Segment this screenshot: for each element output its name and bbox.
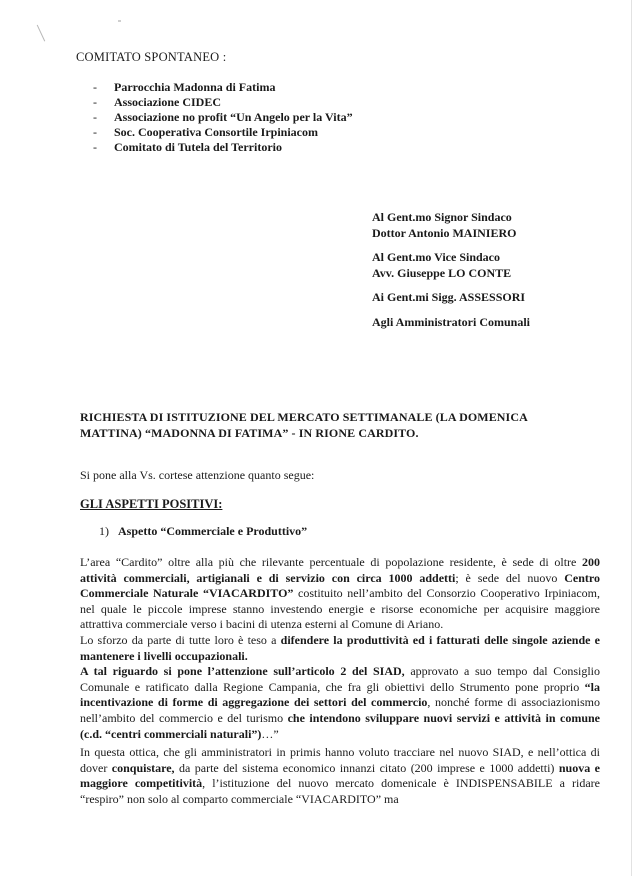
bold-run: conquistare, [111, 760, 175, 775]
subsection-title: Aspetto “Commerciale e Produttivo” [118, 524, 308, 538]
scan-artifact [37, 21, 55, 42]
intro-text: Si pone alla Vs. cortese attenzione quanto segue: [80, 468, 315, 482]
recipient-councillors [372, 290, 530, 306]
text-run: costituito nell’ambito del Consorzio Cooperativo Irpiniacom, nel quale le piccole imprese stanno investendo energie e risorse economiche per acquisire maggiore attrattiva commerciale verso i bacini di utenza esterni al Comune di Ariano. [80, 586, 600, 632]
bold-run: A tal riguardo si pone l’attenzione sull’articolo 2 del SIAD, [80, 664, 405, 679]
text-run: …” [261, 726, 279, 741]
paragraph-siad-perspective [80, 745, 600, 807]
committee-title: COMITATO SPONTANEO : [76, 50, 227, 64]
list-item [93, 125, 353, 140]
scan-artifact [118, 20, 121, 22]
recipients-block [372, 210, 530, 339]
subject-heading [80, 409, 560, 441]
member-name: Comitato di Tutela del Territorio [114, 140, 282, 154]
list-item [93, 110, 353, 125]
subject-line: MATTINA) “MADONNA DI FATIMA” - IN RIONE CARDITO. [80, 426, 419, 440]
text-run: In questa ottica, che gli amministratori in primis hanno voluto tracciare nel nuovo SIAD, e nell’ottica di dover [80, 745, 600, 775]
recipient-line: Dottor Antonio MAINIERO [372, 225, 517, 240]
recipient-mayor [372, 210, 530, 241]
subsection-heading [99, 524, 307, 539]
text-run: , nonché forme di associazionismo nell’ambito del commercio e del turismo [80, 695, 600, 725]
bold-run: 200 attività commerciali, artigianali e di servizio con circa 1000 addetti [80, 555, 600, 585]
bold-run: Centro Commerciale Naturale “VIACARDITO” [80, 570, 600, 601]
bullet-dash: - [93, 95, 97, 109]
bold-run: nuova e maggiore competitività [80, 760, 600, 791]
bullet-dash: - [93, 110, 97, 124]
member-name: Parrocchia Madonna di Fatima [114, 80, 276, 94]
text-run: ; è sede del nuovo [455, 570, 565, 585]
recipient-administrators [372, 315, 530, 331]
page-edge [631, 0, 632, 876]
recipient-line: Avv. Giuseppe LO CONTE [372, 265, 512, 280]
bold-run: difendere la produttività ed i fatturati delle singole aziende e mantenere i livelli occupazionali. [80, 632, 600, 663]
member-name: Soc. Cooperativa Consortile Irpiniacom [114, 125, 318, 139]
text-run: da parte del sistema economico innanzi citato (200 imprese e 1000 addetti) [174, 760, 559, 775]
section-heading: GLI ASPETTI POSITIVI: [80, 497, 223, 511]
bullet-dash: - [93, 125, 97, 139]
list-item [93, 80, 353, 95]
text-run: Lo sforzo da parte di tutte loro è teso a [80, 632, 281, 647]
recipient-line: Agli Amministratori Comunali [372, 314, 530, 329]
bold-run: che intendono sviluppare nuovi servizi e attività in comune (c.d. “centri commerciali naturali”) [80, 710, 600, 741]
recipient-line: Al Gent.mo Vice Sindaco [372, 250, 500, 264]
bullet-dash: - [93, 140, 97, 154]
recipient-line: Ai Gent.mi Sigg. ASSESSORI [372, 290, 526, 304]
bold-run: “la incentivazione di forme di aggregazione dei settori del commercio [80, 679, 600, 710]
subject-line: RICHIESTA DI ISTITUZIONE DEL MERCATO SETTIMANALE (LA DOMENICA [80, 410, 528, 424]
committee-member-list [93, 80, 353, 155]
list-item [93, 140, 353, 155]
subsection-number: 1) [99, 524, 109, 538]
list-item [93, 95, 353, 110]
text-run: approvato a suo tempo dal Consiglio Comunale e ratificato dalla Regione Campania, che fra gli obiettivi dello Strumento pone proprio [80, 664, 600, 694]
paragraph-commercial-area [80, 555, 600, 742]
recipient-line: Al Gent.mo Signor Sindaco [372, 210, 512, 224]
text-run: , l’istituzione del nuovo mercato domenicale è INDISPENSABILE a ridare “respiro” non solo al comparto commerciale “VIACARDITO” ma [80, 776, 601, 806]
member-name: Associazione no profit “Un Angelo per la Vita” [114, 110, 353, 124]
text-run: L’area “Cardito” oltre alla più che rilevante percentuale di popolazione residente, è sede di oltre [80, 555, 582, 569]
recipient-vice-mayor [372, 250, 530, 281]
member-name: Associazione CIDEC [114, 95, 221, 109]
bullet-dash: - [93, 80, 97, 94]
